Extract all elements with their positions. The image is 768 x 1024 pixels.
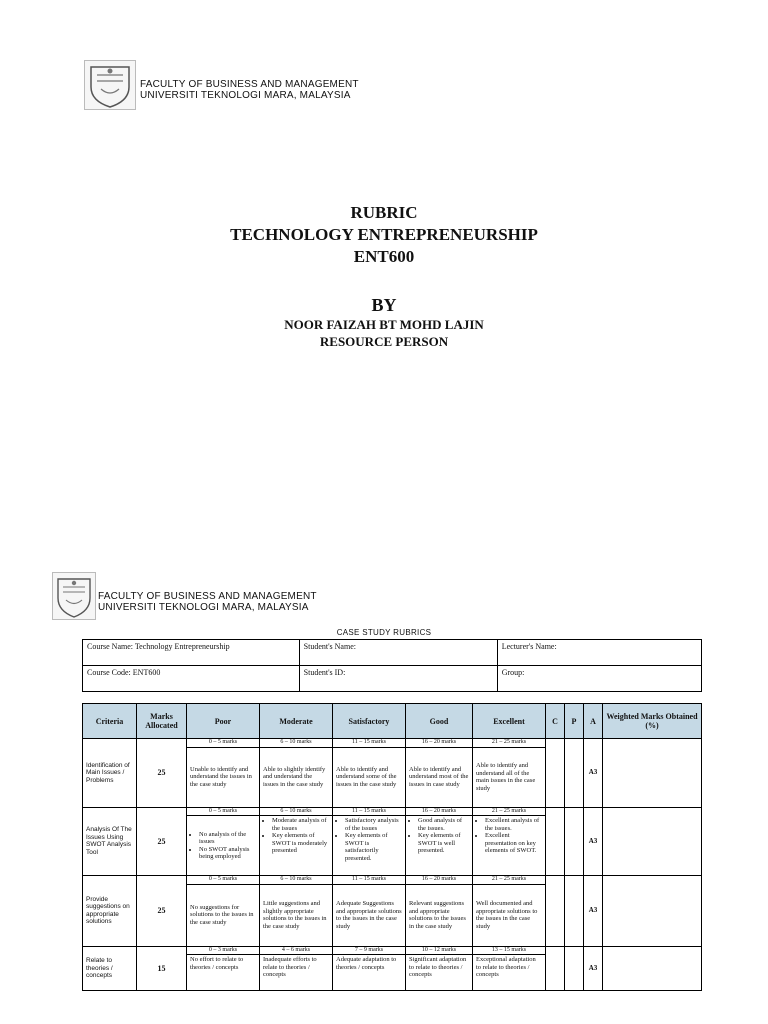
weighted-cell[interactable] <box>603 807 702 876</box>
range-cell: 4 – 6 marks <box>260 946 333 955</box>
range-cell: 16 – 20 marks <box>406 807 473 816</box>
col-weighted: Weighted Marks Obtained (%) <box>603 704 702 739</box>
list-item: • Excellent analysis of the issues. <box>485 817 542 832</box>
student-id-cell[interactable]: Student's ID: <box>299 666 497 692</box>
marks-cell: 15 <box>137 946 187 991</box>
range-cell: 6 – 10 marks <box>260 876 333 885</box>
author-name: NOOR FAIZAH BT MOHD LAJIN <box>284 317 484 332</box>
university-logo <box>84 60 136 110</box>
header-university-2: UNIVERSITI TEKNOLOGI MARA, MALAYSIA <box>98 602 309 613</box>
good-desc: Able to identify and understand most of the issues in case study <box>406 747 473 807</box>
cover-title-block <box>0 202 768 268</box>
range-cell: 0 – 5 marks <box>187 739 260 748</box>
title-course: TECHNOLOGY ENTREPRENEURSHIP <box>230 225 538 244</box>
excellent-desc: Well documented and appropriate solutions to the issues in the case study <box>473 884 546 946</box>
a-cell: A3 <box>584 807 603 876</box>
c-cell[interactable] <box>546 739 565 808</box>
range-cell: 21 – 25 marks <box>473 739 546 748</box>
p-cell[interactable] <box>565 739 584 808</box>
table-row <box>83 946 702 955</box>
author-role: RESOURCE PERSON <box>319 334 449 349</box>
criteria-cell: Analysis Of The Issues Using SWOT Analysis Tool <box>83 807 137 876</box>
title-rubric: RUBRIC <box>350 203 418 222</box>
lecturer-name-cell[interactable]: Lecturer's Name: <box>497 640 701 666</box>
col-marks: Marks Allocated <box>137 704 187 739</box>
excellent-desc: Exceptional adaptation to relate to theories / concepts <box>473 955 546 991</box>
poor-desc <box>187 816 260 876</box>
rubric-caption: CASE STUDY RUBRICS <box>336 628 432 637</box>
range-cell: 0 – 5 marks <box>187 876 260 885</box>
range-cell: 0 – 5 marks <box>187 807 260 816</box>
list-item: • Good analysis of the issues. <box>418 817 469 832</box>
title-by: BY <box>371 295 397 315</box>
c-cell[interactable] <box>546 807 565 876</box>
moderate-desc <box>260 816 333 876</box>
col-poor: Poor <box>187 704 260 739</box>
col-moderate: Moderate <box>260 704 333 739</box>
crest-icon <box>85 61 135 109</box>
range-cell: 6 – 10 marks <box>260 739 333 748</box>
poor-desc: No effort to relate to theories / concepts <box>187 955 260 991</box>
satisfactory-desc: Able to identify and understand some of the issues in the case study <box>333 747 406 807</box>
list-item: • Key elements of SWOT is well presented. <box>418 832 469 855</box>
col-good: Good <box>406 704 473 739</box>
satisfactory-desc: Adequate adaptation to theories / concepts <box>333 955 406 991</box>
a-cell: A3 <box>584 876 603 947</box>
satisfactory-desc <box>333 816 406 876</box>
header-faculty: FACULTY OF BUSINESS AND MANAGEMENT <box>140 79 359 90</box>
criteria-cell: Relate to theories / concepts <box>83 946 137 991</box>
poor-desc: Unable to identify and understand the issues in the case study <box>187 747 260 807</box>
range-cell: 16 – 20 marks <box>406 876 473 885</box>
c-cell[interactable] <box>546 876 565 947</box>
moderate-desc: Able to slightly identify and understand the issues in the case study <box>260 747 333 807</box>
moderate-desc: Inadequate efforts to relate to theories / concepts <box>260 955 333 991</box>
col-excellent: Excellent <box>473 704 546 739</box>
range-cell: 16 – 20 marks <box>406 739 473 748</box>
weighted-cell[interactable] <box>603 946 702 991</box>
table-row <box>83 807 702 816</box>
range-cell: 13 – 15 marks <box>473 946 546 955</box>
rubric-table <box>82 703 702 991</box>
col-a: A <box>584 704 603 739</box>
col-c: C <box>546 704 565 739</box>
student-name-cell[interactable]: Student's Name: <box>299 640 497 666</box>
good-desc <box>406 816 473 876</box>
rubric-header-row <box>83 704 702 739</box>
marks-cell: 25 <box>137 739 187 808</box>
criteria-cell: Provide suggestions on appropriate solutions <box>83 876 137 947</box>
a-cell: A3 <box>584 739 603 808</box>
list-item: • Moderate analysis of the issues <box>272 817 329 832</box>
range-cell: 7 – 9 marks <box>333 946 406 955</box>
range-cell: 11 – 15 marks <box>333 807 406 816</box>
crest-icon <box>53 573 95 619</box>
list-item: • Satisfactory analysis of the issues <box>345 817 402 832</box>
p-cell[interactable] <box>565 946 584 991</box>
list-item: • Excellent presentation on key elements of SWOT. <box>485 832 542 855</box>
col-p: P <box>565 704 584 739</box>
excellent-desc <box>473 816 546 876</box>
course-name-cell: Course Name: Technology Entrepreneurship <box>83 640 300 666</box>
moderate-desc: Little suggestions and slightly appropriate solutions to the issues in the case study <box>260 884 333 946</box>
range-cell: 21 – 25 marks <box>473 807 546 816</box>
range-cell: 10 – 12 marks <box>406 946 473 955</box>
table-row <box>83 739 702 748</box>
p-cell[interactable] <box>565 807 584 876</box>
good-desc: Relevant suggestions and appropriate solutions to the issues in the case study <box>406 884 473 946</box>
list-item: • No SWOT analysis being employed <box>199 846 256 861</box>
range-cell: 6 – 10 marks <box>260 807 333 816</box>
criteria-cell: Identification of Main Issues / Problems <box>83 739 137 808</box>
weighted-cell[interactable] <box>603 876 702 947</box>
p-cell[interactable] <box>565 876 584 947</box>
range-cell: 21 – 25 marks <box>473 876 546 885</box>
list-item: • No analysis of the issues <box>199 831 256 846</box>
satisfactory-desc: Adequate Suggestions and appropriate solutions to the issues in the case study <box>333 884 406 946</box>
marks-cell: 25 <box>137 876 187 947</box>
course-code-cell: Course Code: ENT600 <box>83 666 300 692</box>
excellent-desc: Able to identify and understand all of the main issues in the case study <box>473 747 546 807</box>
range-cell: 0 – 3 marks <box>187 946 260 955</box>
good-desc: Significant adaptation to relate to theories / concepts <box>406 955 473 991</box>
marks-cell: 25 <box>137 807 187 876</box>
c-cell[interactable] <box>546 946 565 991</box>
table-row <box>83 876 702 885</box>
range-cell: 11 – 15 marks <box>333 739 406 748</box>
a-cell: A3 <box>584 946 603 991</box>
header-faculty-2: FACULTY OF BUSINESS AND MANAGEMENT <box>98 591 317 602</box>
range-cell: 11 – 15 marks <box>333 876 406 885</box>
course-info-table <box>82 639 702 692</box>
university-logo-2 <box>52 572 96 620</box>
header-university: UNIVERSITI TEKNOLOGI MARA, MALAYSIA <box>140 90 351 101</box>
group-cell[interactable]: Group: <box>497 666 701 692</box>
list-item: • Key elements of SWOT is satisfactorily presented. <box>345 832 402 862</box>
list-item: • Key elements of SWOT is moderately presented <box>272 832 329 855</box>
weighted-cell[interactable] <box>603 739 702 808</box>
title-code: ENT600 <box>353 247 415 266</box>
poor-desc: No suggestions for solutions to the issues in the case study <box>187 884 260 946</box>
col-criteria: Criteria <box>83 704 137 739</box>
cover-author-block <box>0 294 768 350</box>
col-satisfactory: Satisfactory <box>333 704 406 739</box>
